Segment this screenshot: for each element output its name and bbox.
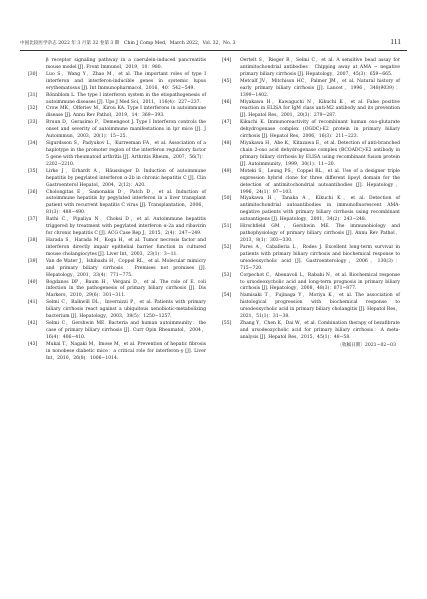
reference-number: [51]: [222, 224, 232, 230]
reference-number: [43]: [28, 341, 38, 347]
reference-number: [55]: [222, 321, 232, 327]
reference-number: [35]: [28, 168, 38, 174]
reference-item: [28, 190, 206, 218]
reference-number: [53]: [222, 272, 232, 278]
reference-item: [222, 245, 400, 273]
received-date-note: 〔收稿日期〕2021−02−03: [337, 342, 396, 348]
reference-number: [34]: [28, 141, 38, 147]
reference-text: Rathi C，Pipaliya N，Choksi D，et al. Autoimmune hepatitis triggered by treatment with pegylated interferon α-2a and ribavirin for chronic hepatitis C [J]. ACG Case Rep J，2015，2(4)：247−249.: [46, 217, 206, 237]
reference-item: [222, 79, 400, 100]
reference-text: Zhang Y，Chen K，Dai W，et al. Combination therapy of bezafibrate and ursodeoxycholic acid for primary biliary cirrhosis：A meta-analysis [J]. Hepatol Res，2015，45(1)：48−58.: [240, 321, 400, 340]
reference-text: Crow MK，Olferiev M，Kirou KA. Type I interferons in autoimmune disease [J]. Annu Rev Pathol，2019，14：369−393.: [46, 106, 206, 119]
right-reference-list: [222, 58, 400, 342]
reference-text: Bruun D，Gerasimo P，Demengeot J. Type I Interferon controls the onset and severity of autoimmune manifestations in lpr mice [J]. J Autoimmun，2003，20(1)：15−25.: [46, 120, 206, 140]
reference-item: [28, 280, 206, 301]
reference-text: Miyakawa H，Kawaguchi N，Kikuchi K，et al. False positive reaction in ELISA for IgM class anti-M2 antibody and its prevention [J]. Hepatol Res，2001，20(3)：279−287.: [240, 99, 400, 119]
reference-item: [222, 120, 400, 141]
reference-item: [28, 169, 206, 190]
reference-text: Metcalf JV，Mitchison HC，Palmer JM，et al. Natural history of early primary biliary cirrhosis [J]. Lancet，1996，348(9039)：1399−1402.: [240, 78, 400, 98]
reference-item: [28, 217, 206, 238]
reference-item: [28, 321, 206, 342]
reference-text: Mukai T，Nagaki M，Imose M，et al. Prevention of hepatic fibrosis in nonobese diabetic mice：a critical role for interferon-γ [J]. Liver Int，2010，26(8)：1006−1014.: [46, 341, 206, 361]
reference-item: [28, 141, 206, 169]
reference-number: [46]: [222, 99, 232, 105]
reference-text: Lirke J，Erhardt A，Häussinger D. Induction of autoimmune hepatitis by pegylated interferon α-2b in chronic hepatitis C [J]. Clin Gastroenterol Hepatol，2004，2(12)：A20.: [46, 168, 206, 188]
reference-number: [44]: [222, 58, 232, 63]
reference-text: Rönnblom L. The type I interferon system in the etiopathogenesis of autoimmune diseases [J]. Ups J Med Sci，2011，116(4)：227−237.: [46, 92, 206, 105]
reference-text: Selmi C，Balkwill DL，Invernizzi P，et al. Patients with primary biliary cirrhosis react against a ubiquitous xenobiotic-metabolizing bacterium [J]. Hepatology，2003，38(5)：1250−1257.: [46, 300, 206, 320]
reference-text: Moteki S，Leung PS，Coppel RL，et al. Use of a designer triple expression hybrid clone for three different lipoyl domain for the detection of antimitochondrial autoantibodies [J]. Hepatology，1996，24(1)：97−103.: [240, 168, 400, 195]
reference-item: [222, 321, 400, 342]
reference-number: [37]: [28, 217, 38, 223]
reference-text: Namisaki T，Fujinaga Y，Moriya K，et al. The association of histological progression with biochemical response to ursodeoxycholic acid in primary biliary cholangitis [J]. Hepatol Res，2021，51(1)：31−38.: [240, 293, 400, 320]
reference-text: Van de Water J，Ishibashi H，Coppel RL，et al. Molecular mimicry and primary biliary cirrhosis：Premises not promises [J]. Hepatology，2001，33(4)：771−775.: [46, 258, 206, 278]
reference-number: [31]: [28, 92, 38, 98]
reference-item: [222, 141, 400, 169]
reference-text: β receptor signaling pathway in a caerulein-induced pancreatitis mouse model [J]. Front Immunol，2019，10：980.: [46, 58, 206, 70]
reference-item: [28, 93, 206, 107]
page-header: [20, 37, 407, 53]
reference-text: Bogdanos DP，Baum H，Vergani D，et al. The role of E. coli infection in the pathogenesis of primary biliary cirrhosis [J]. Dis Markers，2010，29(6)：301−311.: [46, 279, 206, 299]
journal-running-title: 中国比较医学杂志 2022 年 3 月第 32 卷第 3 期 Chin J Comp Med，March 2022，Vol. 32，No. 3: [20, 41, 236, 46]
reference-continuation: [28, 58, 206, 72]
reference-text: Oertelt S，Rieger R，Selmi C，et al. A sensitive bead assay for antimitochondrial antibodies：Chipping away at AMA − negative primary biliary cirrhosis [J]. Hepatology，2007，45(3)：659−665.: [240, 58, 400, 77]
reference-text: Selmi C，Gershwin ME. Bacteria and human autoimmunity：the case of primary biliary cirrhosis [J]. Curr Opin Rheumatol，2004，16(4)：406−410.: [46, 321, 206, 340]
reference-item: [222, 169, 400, 197]
reference-text: Cholongitas E，Samonakis D，Patch D，et al. Induction of autoimmune hepatitis by pegylated interferon in a liver transplant patient with recurrent hepatitis C virus [J]. Transplantation，2006，81(3)：488−490.: [46, 189, 206, 216]
reference-item: [28, 238, 206, 259]
reference-number: [45]: [222, 78, 232, 84]
reference-text: Corpechot C，Abenavoli L，Rabahi N，et al. Biochemical response to ursodeoxycholic acid and long-term prognosis in primary biliary cirrhosis [J]. Hepatology，2008，48(3)：871−877.: [240, 272, 400, 292]
header-rule: [20, 50, 407, 51]
right-reference-column: [222, 58, 400, 350]
reference-item: [222, 273, 400, 294]
reference-number: [50]: [222, 196, 232, 202]
reference-text: Miyakawa H，Abe K，Kitazawa E，et al. Detection of anti-branched chain 2-oxo acid dehydrogenase complex (BCOADC)-E2 antibody in primary biliary cirrhosis by ELISA using recombinant fusion protein [J]. Autoimmunity，1999，30(1)：11−20.: [240, 141, 400, 167]
reference-text: Miyakawa H，Tanaka A，Kikuchi K，et al. Detection of antimitochondrial autoantibodies in immunofluorescent AMA-negative patients with primary biliary cirrhosis using recombinant autoantigens [J]. Hepatology，2001，34(2)：243−248.: [240, 196, 400, 223]
reference-number: [47]: [222, 120, 232, 126]
reference-item: [28, 106, 206, 120]
reference-number: [42]: [28, 321, 38, 327]
reference-number: [33]: [28, 120, 38, 126]
reference-item: [28, 72, 206, 93]
reference-number: [49]: [222, 168, 232, 174]
reference-text: Sigurdsson S，Padyukov L，Kurreeman FA，et al. Association of a haplotype in the promoter region of the interferon regulatory factor 5 gene with rheumatoid arthritis [J]. Arthritis Rheum，2007，56(7)：2202−2210.: [46, 141, 206, 167]
reference-number: [40]: [28, 279, 38, 285]
reference-item: [28, 342, 206, 363]
reference-text: Luo S，Wang Y，Zhao M，et al. The important roles of type I interferon and interferon-inducible genes in systemic lupus erythematosus [J]. Int Immunopharmacol，2016，40：542−549.: [46, 71, 206, 91]
reference-text: Kikuchi K. Immunoreactivity of recombinant human oxo-glutarate dehydrogenase complex (OGDC)-E2 protein in primary biliary cirrhosis [J]. Hepatol Res，2006，16(3)：211−223.: [240, 120, 400, 140]
reference-number: [30]: [28, 71, 38, 77]
reference-number: [32]: [28, 106, 38, 112]
page-number: 111: [390, 37, 401, 46]
reference-number: [36]: [28, 189, 38, 195]
reference-item: [222, 293, 400, 321]
reference-item: [222, 224, 400, 245]
reference-number: [48]: [222, 141, 232, 147]
reference-text: Pares A，Caballeria L，Rodes J. Excellent long-term survival in patients with primary biliary cirrhosis and biochemical response to ursodeoxycholic acid [J]. Gastroenterology，2006，130(3)：715−720.: [240, 244, 400, 271]
reference-text: Hirschfield GM，Gershwin ME. The immunobiology and pathophysiology of primary biliary cirrhosis [J]. Annu Rev Pathol，2013，8(1)：303−330.: [240, 224, 400, 243]
left-reference-column: [28, 58, 206, 363]
reference-number: [54]: [222, 293, 232, 299]
reference-item: [28, 300, 206, 321]
reference-item: [28, 259, 206, 280]
reference-number: [39]: [28, 258, 38, 264]
reference-item: [222, 196, 400, 224]
reference-item: [222, 100, 400, 121]
left-reference-list: [28, 72, 206, 363]
reference-number: [41]: [28, 300, 38, 306]
reference-item: [222, 58, 400, 79]
reference-text: Harada S，Harada M，Koga H，et al. Tumor necrosis factor and interferon directly impair epithelial barrier function in cultured mouse cholangiocytes [J]. Liver Int，2003，23(1)：3−11.: [46, 237, 206, 257]
reference-number: [52]: [222, 244, 232, 250]
reference-item: [28, 120, 206, 141]
reference-number: [38]: [28, 237, 38, 243]
